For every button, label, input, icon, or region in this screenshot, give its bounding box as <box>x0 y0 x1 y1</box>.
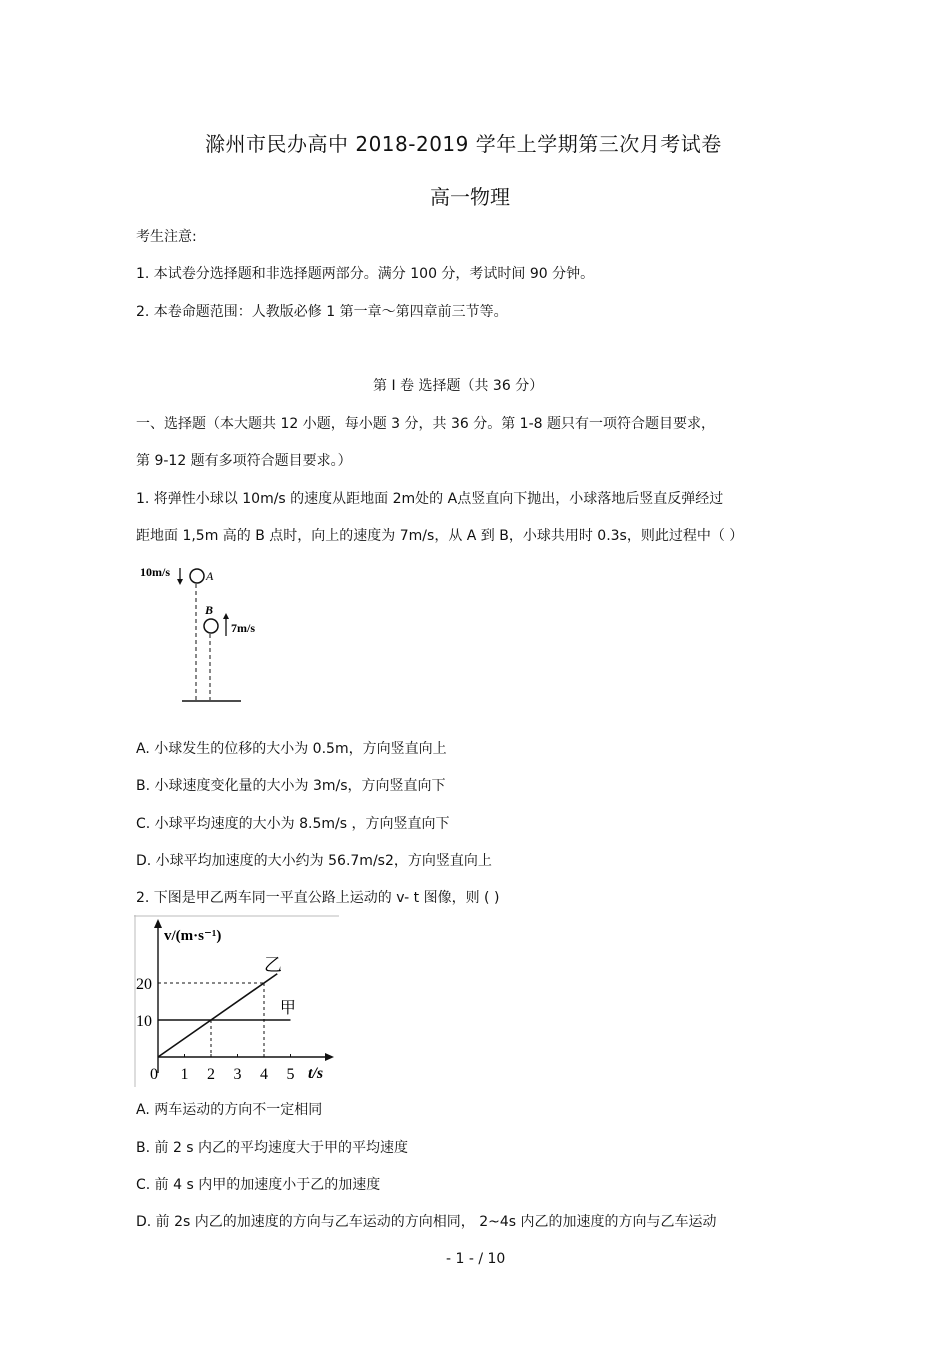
q1-option: A. 小球发生的位移的大小为 0.5m，方向竖直向上 <box>136 741 447 757</box>
y-axis-arrow-icon <box>154 919 162 928</box>
q1-option: B. 小球速度变化量的大小为 3m/s，方向竖直向下 <box>136 778 446 794</box>
x-tick-label: 2 <box>207 1066 215 1083</box>
y-axis-label: v/(m·s⁻¹) <box>164 928 222 944</box>
page-subtitle: 高一物理 <box>430 185 510 209</box>
series-label-yi: 乙 <box>264 954 282 975</box>
q2-option: C. 前 4 s 内甲的加速度小于乙的加速度 <box>136 1177 381 1193</box>
point-a-label: A <box>206 569 214 583</box>
section-instructions: 第 9-12 题有多项符合题目要求。） <box>136 453 352 469</box>
x-tick-label: 1 <box>180 1066 189 1083</box>
x-tick-label: 3 <box>233 1066 242 1083</box>
q2-stem: 2. 下图是甲乙两车同一平直公路上运动的 v- t 图像，则 ( ) <box>136 890 500 906</box>
x-axis-arrow-icon <box>325 1053 334 1061</box>
section-instructions: 一、选择题（本大题共 12 小题，每小题 3 分，共 36 分。第 1-8 题只有一项符合题目要求， <box>136 416 716 432</box>
q1-stem: 1. 将弹性小球以 10m/s 的速度从距地面 2m处的 A点竖直向下抛出，小球落地后竖直反弹经过 <box>136 491 724 507</box>
x-tick-label: 4 <box>260 1066 268 1083</box>
q2-option: A. 两车运动的方向不一定相同 <box>136 1102 323 1118</box>
ball-a <box>190 569 204 583</box>
up-arrowhead-icon <box>223 613 229 619</box>
speed-up-label: 7m/s <box>231 621 255 635</box>
notice-item: 2. 本卷命题范围：人教版必修 1 第一章～第四章前三节等。 <box>136 304 508 320</box>
vt-chart <box>134 915 339 1087</box>
page-number: - 1 - / 10 <box>446 1251 506 1267</box>
x-axis-label: t/s <box>308 1065 324 1082</box>
x-tick-label: 0 <box>150 1066 158 1083</box>
q1-option: C. 小球平均速度的大小为 8.5m/s ，方向竖直向下 <box>136 816 450 832</box>
page-title: 滁州市民办高中 2018-2019 学年上学期第三次月考试卷 <box>205 132 722 156</box>
y-tick-label: 20 <box>136 976 152 993</box>
y-tick-label: 10 <box>136 1013 152 1030</box>
down-arrowhead-icon <box>177 579 183 585</box>
q1-ball-figure <box>136 560 256 710</box>
series-label-jia: 甲 <box>279 1000 296 1017</box>
notice-item: 1. 本试卷分选择题和非选择题两部分。满分 100 分，考试时间 90 分钟。 <box>136 266 595 282</box>
section-title: 第 I 卷 选择题（共 36 分） <box>373 378 544 394</box>
ball-b <box>204 619 218 633</box>
q2-option: B. 前 2 s 内乙的平均速度大于甲的平均速度 <box>136 1140 409 1156</box>
q1-option: D. 小球平均加速度的大小约为 56.7m/s2，方向竖直向上 <box>136 853 492 869</box>
speed-down-label: 10m/s <box>140 565 170 579</box>
notice-heading: 考生注意: <box>136 229 197 245</box>
series-line <box>158 974 277 1057</box>
point-b-label: B <box>205 603 214 617</box>
q1-stem: 距地面 1,5m 高的 B 点时，向上的速度为 7m/s，从 A 到 B，小球共用时 0.3s，则此过程中（ ） <box>136 528 744 544</box>
q2-option: D. 前 2s 内乙的加速度的方向与乙车运动的方向相同， 2~4s 内乙的加速度的方向与乙车运动 <box>136 1214 717 1230</box>
x-tick-label: 5 <box>286 1066 295 1083</box>
